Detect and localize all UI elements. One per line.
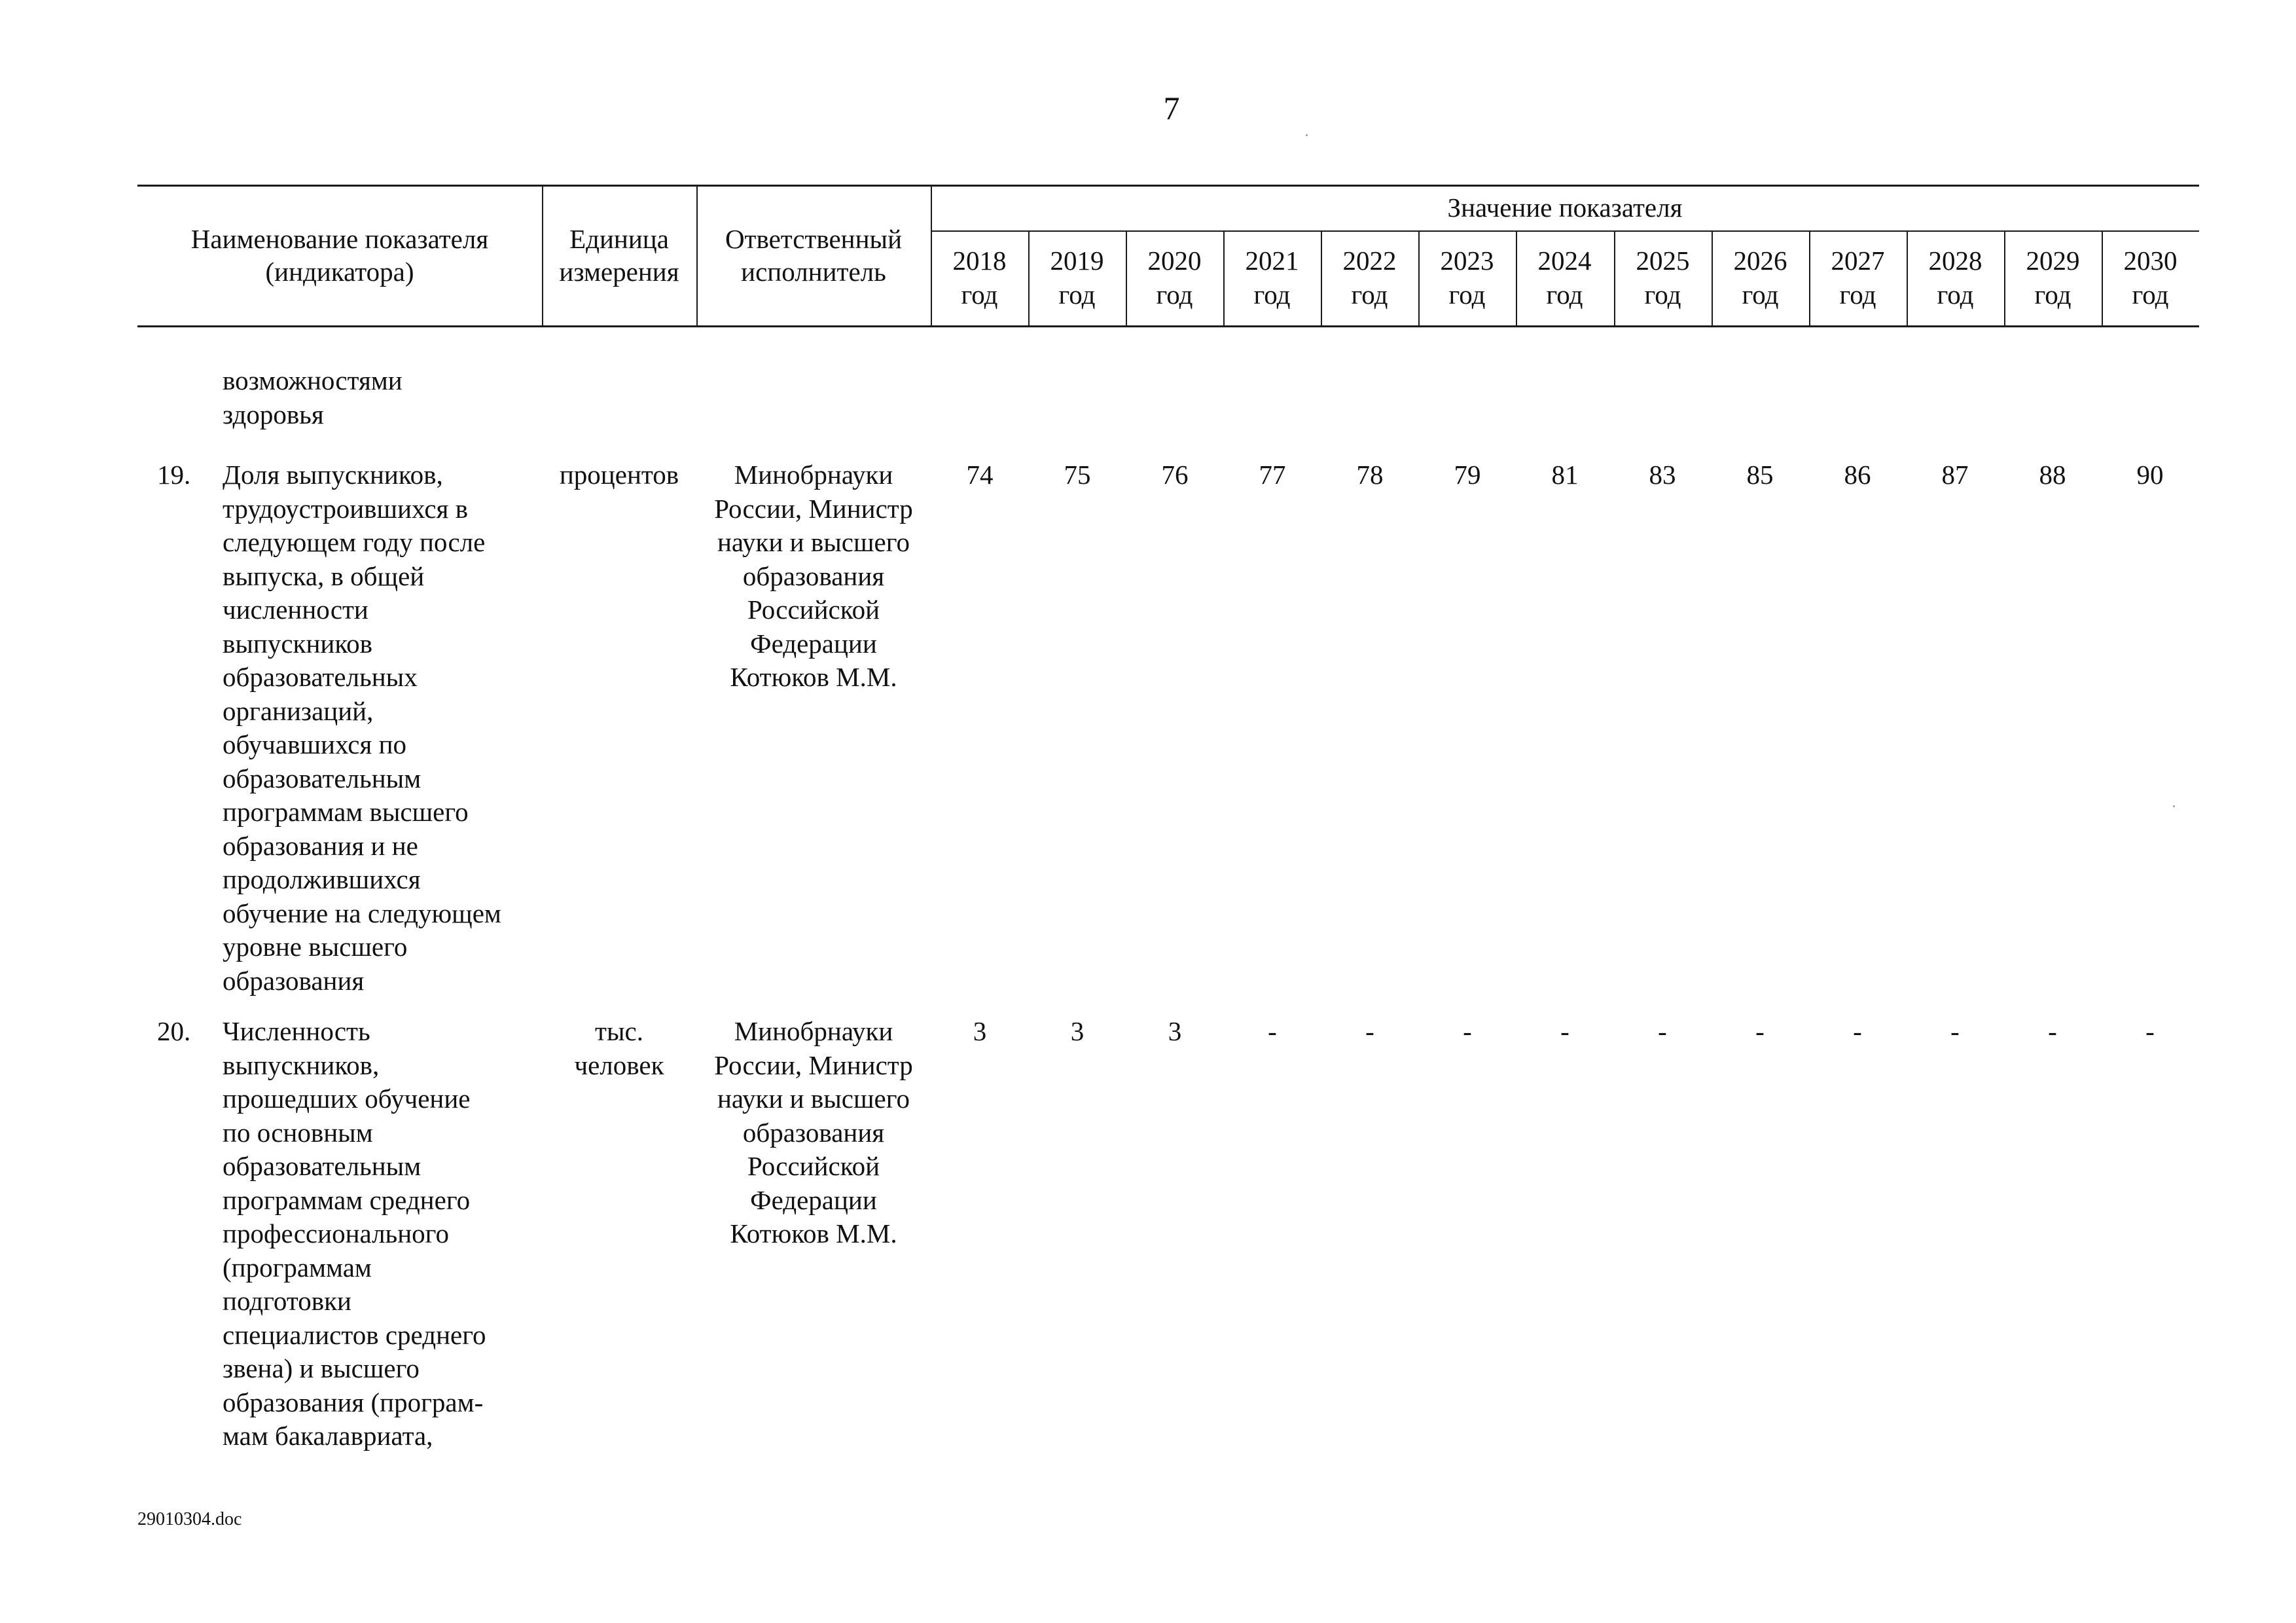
year-header-label: год	[2034, 280, 2072, 310]
year-header	[1712, 244, 1809, 312]
year-header	[1516, 244, 1613, 312]
continuation-text	[223, 364, 403, 431]
table-top-rule	[137, 185, 2199, 187]
year-header	[931, 244, 1028, 312]
year-header-label: год	[1546, 280, 1583, 310]
header-unit-line2: измерения	[559, 257, 679, 287]
executor-line: Российской	[747, 1151, 880, 1181]
indicator-name-line: по основным	[223, 1117, 373, 1148]
value-cell: -	[1268, 1016, 1277, 1046]
indicator-name-line: звена) и высшего	[223, 1353, 420, 1383]
row-number: 19.	[157, 460, 191, 490]
value-cell: 81	[1551, 460, 1579, 490]
year-header	[1223, 244, 1321, 312]
year-header	[1126, 244, 1223, 312]
header-indicator-name	[137, 223, 542, 288]
unit-line: человек	[574, 1049, 664, 1080]
indicator-name-line: образования (програм-	[223, 1387, 484, 1417]
indicator-name-line: уровне высшего	[223, 932, 408, 962]
year-header-label: год	[1644, 280, 1681, 310]
year-header	[1418, 244, 1516, 312]
row-unit	[542, 1015, 696, 1082]
value-cell: -	[2145, 1016, 2155, 1046]
indicator-name-line: образовательным	[223, 1151, 422, 1181]
executor-line: науки и высшего	[717, 527, 910, 557]
year-header-label: год	[1156, 280, 1193, 310]
header-bottom-rule	[137, 325, 2199, 327]
value-cell: -	[1560, 1016, 1570, 1046]
executor-line: образования	[742, 560, 885, 591]
executor-line: Минобрнауки	[734, 1016, 893, 1046]
indicator-name-line: выпускников,	[223, 1049, 380, 1080]
indicator-name-line: специалистов среднего	[223, 1319, 486, 1350]
indicator-name-line: Численность	[223, 1016, 370, 1046]
year-header	[1809, 244, 1907, 312]
year-header-year: 2025	[1636, 246, 1690, 276]
indicator-name-line: подготовки	[223, 1286, 351, 1316]
indicator-name-line: следующем году после	[223, 527, 486, 557]
indicator-name-line: численности	[223, 594, 368, 625]
value-cell: 86	[1844, 460, 1871, 490]
year-header-label: год	[1839, 280, 1876, 310]
value-cell: 76	[1161, 460, 1189, 490]
value-cell: 78	[1356, 460, 1384, 490]
scan-speck	[2173, 805, 2175, 807]
value-cell: 3	[1168, 1016, 1182, 1046]
executor-line: науки и высшего	[717, 1084, 910, 1114]
indicator-name-line: выпускников	[223, 628, 373, 659]
indicator-name-line: профессионального	[223, 1218, 449, 1249]
indicator-name-line: образовательных	[223, 662, 418, 692]
year-header-year: 2028	[1928, 246, 1982, 276]
value-cell: 88	[2039, 460, 2066, 490]
year-header	[1028, 244, 1126, 312]
value-cell: -	[1463, 1016, 1472, 1046]
year-header-year: 2024	[1537, 246, 1592, 276]
indicator-name-line: выпуска, в общей	[223, 560, 425, 591]
value-cell: 79	[1454, 460, 1481, 490]
executor-line: Котюков М.М.	[730, 662, 897, 692]
value-cell: -	[1365, 1016, 1374, 1046]
year-header-label: год	[961, 280, 998, 310]
value-cell: -	[2048, 1016, 2057, 1046]
header-indicator-name-line2: (индикатора)	[265, 257, 414, 287]
row-indicator-name	[223, 1015, 537, 1453]
executor-line: Котюков М.М.	[730, 1218, 897, 1249]
header-unit-line1: Единица	[569, 224, 669, 254]
value-cell: 3	[973, 1016, 987, 1046]
unit-line: тыс.	[595, 1016, 643, 1046]
row-executor	[696, 1015, 931, 1251]
year-header-label: год	[1253, 280, 1291, 310]
value-cell: 3	[1070, 1016, 1085, 1046]
indicator-name-line: программам среднего	[223, 1184, 471, 1215]
executor-line: Федерации	[750, 1184, 877, 1215]
indicator-name-line: программам высшего	[223, 797, 469, 827]
indicator-name-line: обучение на следующем	[223, 898, 501, 928]
continuation-line: здоровья	[223, 399, 324, 429]
header-indicator-name-line1: Наименование показателя	[190, 224, 489, 254]
year-header-year: 2019	[1050, 246, 1104, 276]
year-header-label: год	[1448, 280, 1486, 310]
year-header	[1321, 244, 1418, 312]
year-header	[1907, 244, 2004, 312]
value-cell: 74	[966, 460, 994, 490]
row-number: 20.	[157, 1016, 191, 1046]
value-cell: 87	[1941, 460, 1969, 490]
year-header-year: 2026	[1733, 246, 1787, 276]
indicator-name-line: трудоустроившихся в	[223, 493, 469, 524]
unit-line: процентов	[559, 460, 679, 490]
indicator-name-line: прошедших обучение	[223, 1084, 471, 1114]
value-cell: 77	[1259, 460, 1286, 490]
executor-line: образования	[742, 1117, 885, 1148]
executor-line: России, Министр	[714, 493, 913, 524]
value-cell: -	[1755, 1016, 1765, 1046]
value-cell: -	[1658, 1016, 1667, 1046]
executor-line: России, Министр	[714, 1049, 913, 1080]
indicator-name-line: продолжившихся	[223, 864, 421, 894]
year-header-year: 2021	[1245, 246, 1299, 276]
year-header-year: 2018	[952, 246, 1007, 276]
year-header-label: год	[1742, 280, 1779, 310]
page-number: 7	[1163, 90, 1180, 126]
indicator-name-line: образования и не	[223, 830, 418, 861]
indicator-name-line: организаций,	[223, 695, 374, 726]
year-header-year: 2020	[1147, 246, 1202, 276]
values-subheader-rule	[931, 230, 2199, 232]
indicator-name-line: (программам	[223, 1252, 372, 1283]
header-unit	[542, 223, 696, 288]
year-header	[1614, 244, 1712, 312]
year-header-year: 2023	[1440, 246, 1494, 276]
value-cell: 83	[1649, 460, 1676, 490]
header-values-title: Значение показателя	[1447, 192, 1683, 223]
indicator-name-line: мам бакалавриата,	[223, 1421, 433, 1451]
indicator-name-line: образования	[223, 965, 365, 996]
header-executor-line1: Ответственный	[725, 224, 903, 254]
value-cell: 85	[1746, 460, 1774, 490]
value-cell: -	[1853, 1016, 1862, 1046]
year-header	[2102, 244, 2199, 312]
year-header	[2004, 244, 2102, 312]
indicator-name-line: Доля выпускников,	[223, 460, 443, 490]
year-header-label: год	[2132, 280, 2169, 310]
year-header-year: 2029	[2026, 246, 2080, 276]
year-header-label: год	[1351, 280, 1388, 310]
year-header-label: год	[1937, 280, 1974, 310]
year-header-year: 2022	[1342, 246, 1397, 276]
executor-line: Минобрнауки	[734, 460, 893, 490]
header-executor	[696, 223, 931, 288]
year-header-year: 2030	[2123, 246, 2178, 276]
indicator-name-line: образовательным	[223, 763, 422, 793]
year-header-label: год	[1058, 280, 1096, 310]
scan-speck	[1306, 134, 1308, 136]
year-header-year: 2027	[1831, 246, 1885, 276]
row-indicator-name	[223, 458, 537, 998]
row-unit	[542, 458, 696, 492]
row-executor	[696, 458, 931, 695]
executor-line: Федерации	[750, 628, 877, 659]
indicator-name-line: обучавшихся по	[223, 729, 407, 759]
value-cell: 75	[1064, 460, 1091, 490]
header-executor-line2: исполнитель	[741, 257, 886, 287]
value-cell: 90	[2136, 460, 2164, 490]
executor-line: Российской	[747, 594, 880, 625]
document-filename: 29010304.doc	[137, 1509, 242, 1529]
value-cell: -	[1950, 1016, 1960, 1046]
continuation-line: возможностями	[223, 365, 403, 395]
